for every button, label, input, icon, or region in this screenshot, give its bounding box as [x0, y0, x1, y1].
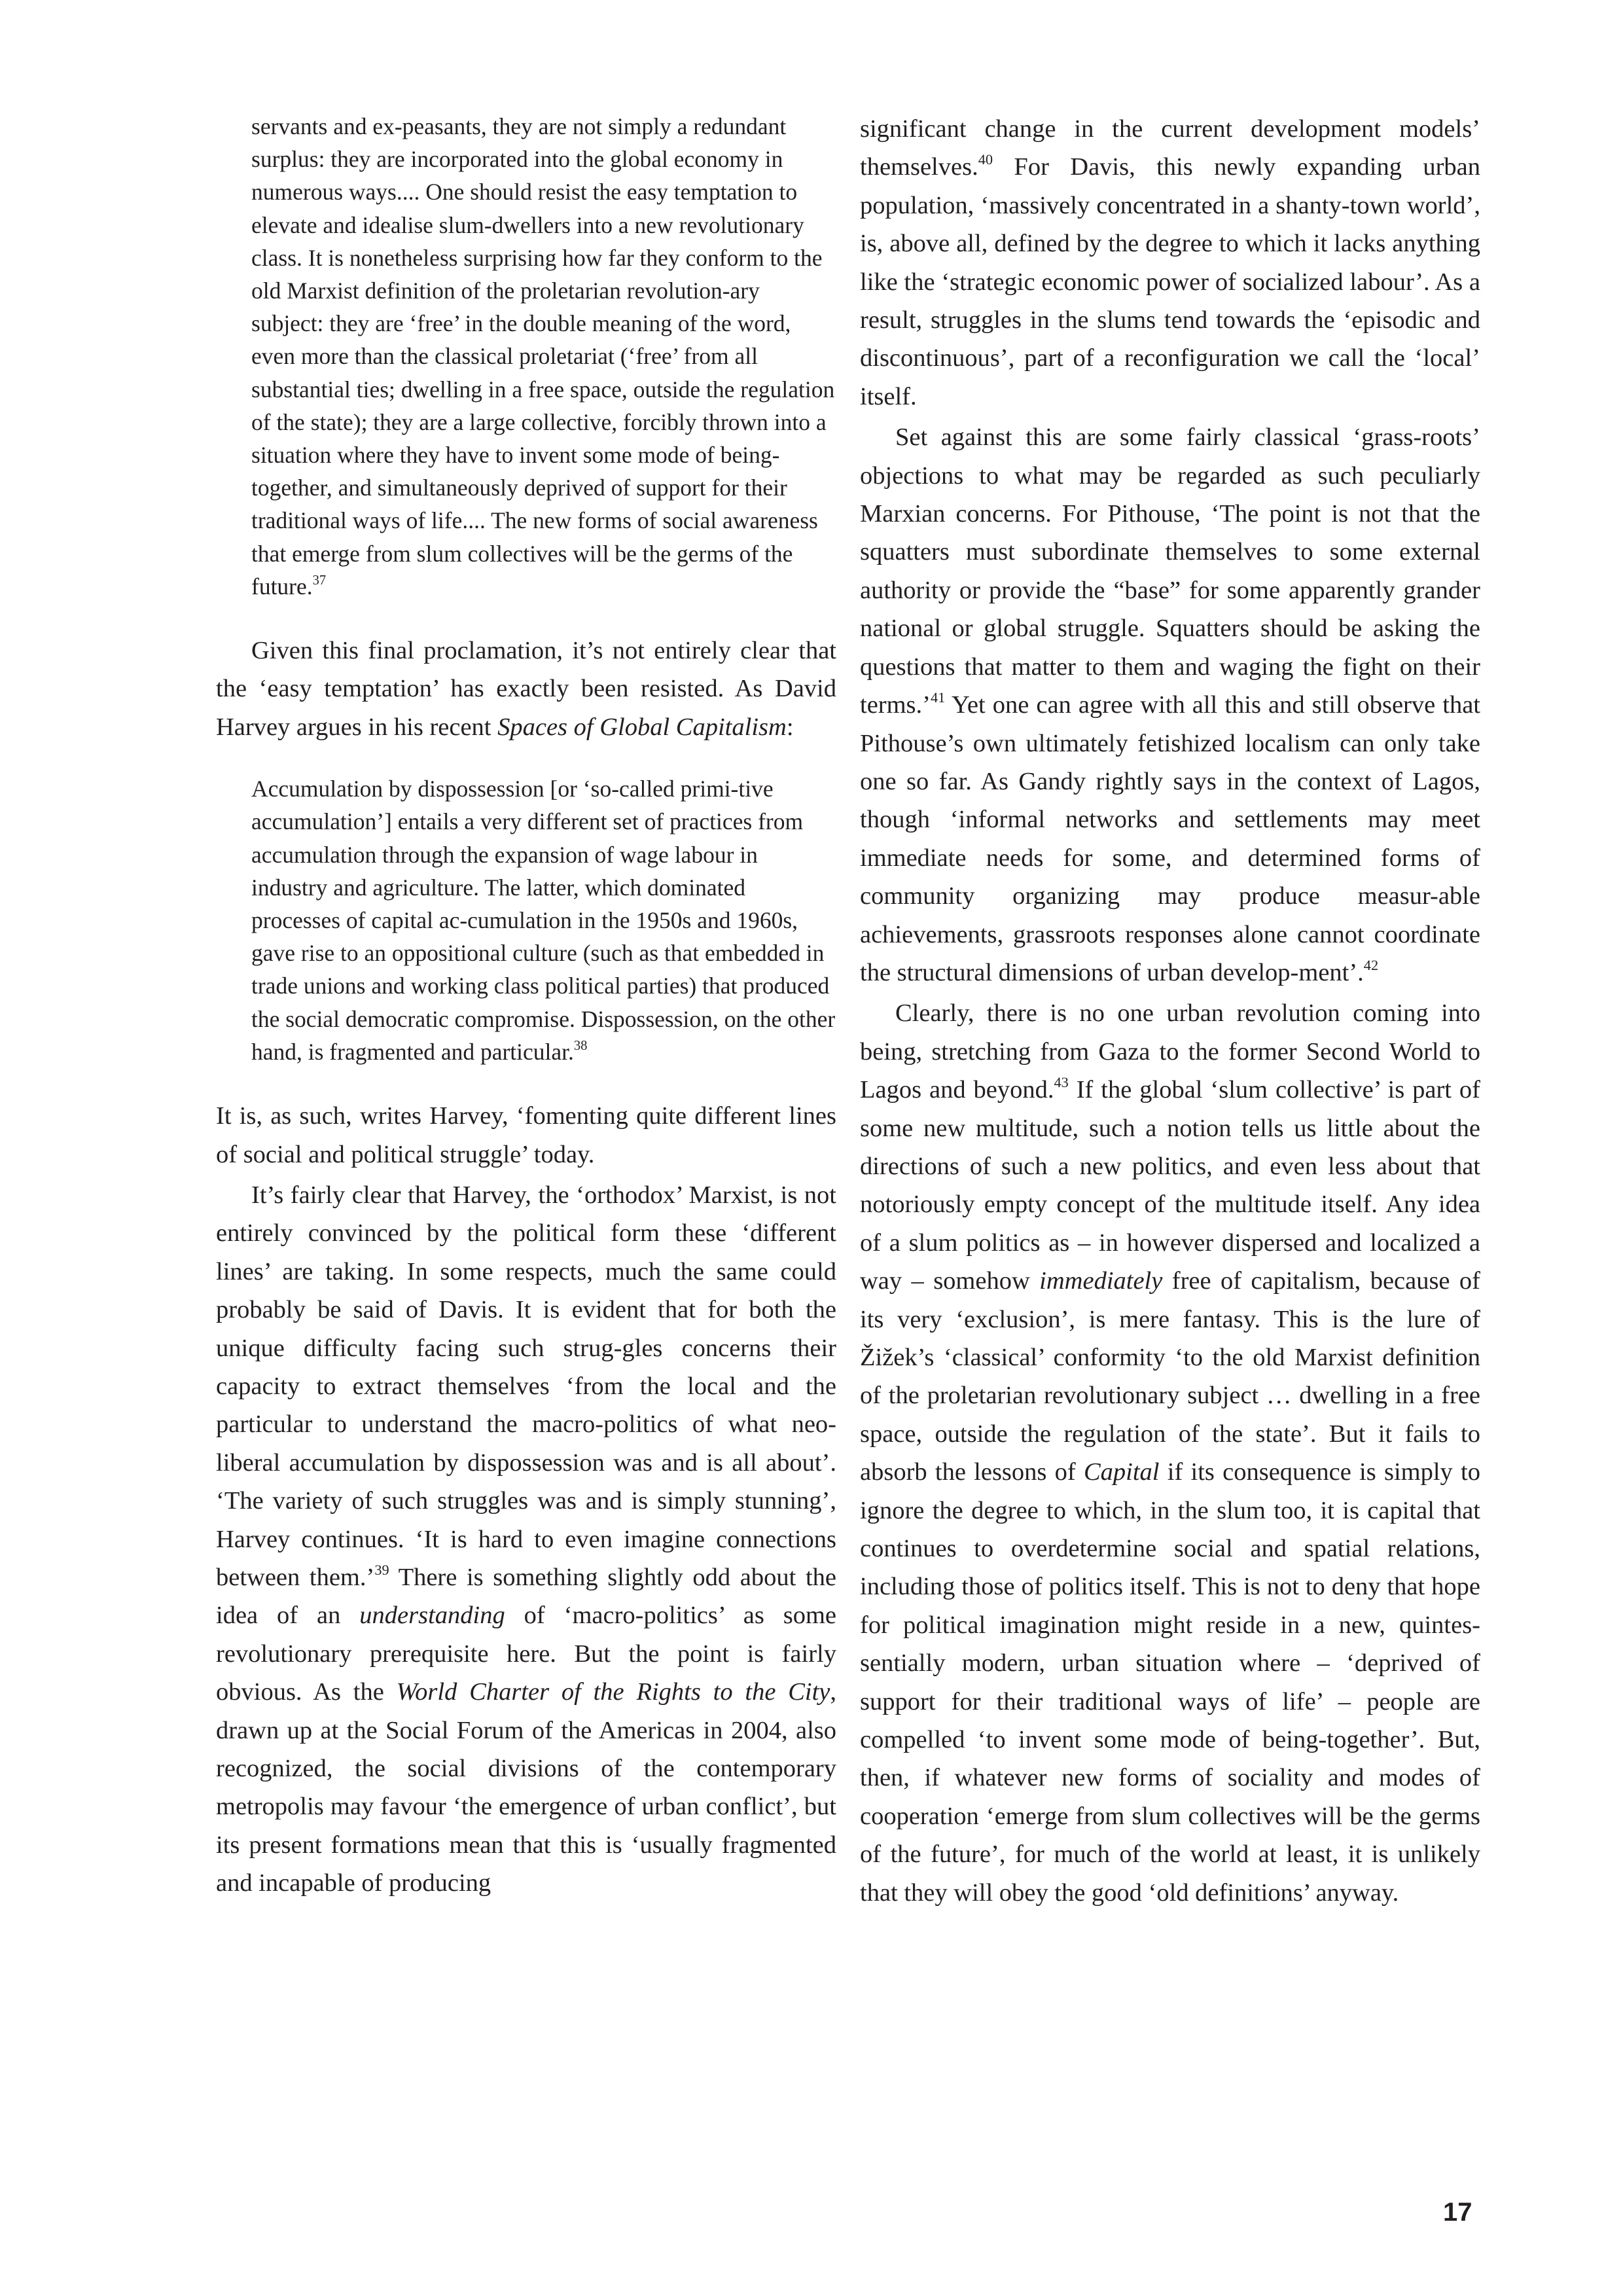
footnote-reference: 39 — [374, 1561, 389, 1578]
italic-title: immediately — [1039, 1267, 1163, 1295]
footnote-reference: 38 — [573, 1039, 588, 1054]
text-run: : — [786, 713, 794, 741]
footnote-reference: 42 — [1363, 956, 1379, 973]
text-run: of ‘macro-politics’ as some revolutionary prerequisite here. But the point is fairly obvious. As the — [216, 1602, 836, 1706]
paragraph-significant-change — [860, 110, 1480, 416]
paragraph-as-such-harvey — [216, 1097, 836, 1174]
right-column — [860, 110, 1480, 1912]
block-quote-zizek — [251, 110, 836, 603]
text-run: Given this final proclamation, it’s not entirely clear that the ‘easy temptation’ has exactly been resisted. As David Harvey argues in his recent — [216, 637, 836, 741]
text-run: if its consequence is simply to ignore the degree to which, in the slum too, it is capital that continues to overdetermine social and spatial relations, including those of politics itself. This is not to deny that hope for political imagination might reside in a new, quintes-sentially modern, urban situation where – ‘deprived of support for their traditional ways of life’ – people are compelled ‘to invent some mode of being-together’. But, then, if whatever new forms of sociality and modes of cooperation ‘emerge from slum collectives will be the germs of the future’, for much of the world at least, it is unlikely that they will obey the good ‘old definitions’ anyway. — [860, 1458, 1480, 1907]
footnote-reference: 41 — [930, 689, 946, 706]
left-column — [216, 110, 836, 1903]
footnote-reference: 43 — [1054, 1074, 1069, 1091]
italic-title: Capital — [1083, 1458, 1160, 1486]
text-run: It is, as such, writes Harvey, ‘fomenting quite different lines of social and political struggle’ today. — [216, 1102, 836, 1168]
text-run: For Davis, this newly expanding urban population, ‘massively concentrated in a shanty-town world’, is, above all, defined by the degree to which it lacks anything like the ‘strategic economic power of socialized labour’. As a result, struggles in the slums tend towards the ‘episodic and discontinuous’, part of a reconfiguration we call the ‘local’ itself. — [860, 153, 1480, 410]
text-run: significant change in the current development models’ themselves. — [860, 115, 1480, 181]
text-run: If the global ‘slum collective’ is part of some new multitude, such a notion tells us little about the directions of such a new politics, and even less about that notoriously empty concept of the multitude itself. Any idea of a slum politics as – in however dispersed and localized a way – somehow — [860, 1076, 1480, 1295]
footnote-reference: 40 — [978, 151, 993, 168]
italic-title: understanding — [359, 1602, 505, 1630]
text-run: free of capitalism, because of its very ‘exclusion’, is mere fantasy. This is the lure of Žižek’s ‘classical’ conformity ‘to the old Marxist definition of the proletarian revolutionary subject … dwelling in a free space, outside the regulation of the state’. But it fails to absorb the lessons of — [860, 1267, 1480, 1486]
block-quote-harvey — [251, 772, 836, 1068]
text-run: Clearly, there is no one urban revolution coming into being, stretching from Gaza to the former Second World to Lagos and beyond. — [860, 999, 1480, 1104]
footnote-reference: 37 — [312, 573, 327, 588]
text-run: servants and ex-peasants, they are not simply a redundant surplus: they are incorporated into the global economy in numerous ways.... One should resist the easy temptation to elevate and idealise slum-dwellers into a new revolutionary class. It is nonetheless surprising how far they conform to the old Marxist definition of the proletarian revolution-ary subject: they are ‘free’ in the double meaning of the word, even more than the classical proletariat (‘free’ from all substantial ties; dwelling in a free space, outside the regulation of the state); they are a large collective, forcibly thrown into a situation where they have to invent some mode of being-together, and simultaneously deprived of support for their traditional ways of life.... The new forms of social awareness that emerge from slum collectives will be the germs of the future. — [251, 113, 835, 600]
text-run: , drawn up at the Social Forum of the Americas in 2004, also recognized, the social divisions of the contemporary metropolis may favour ‘the emergence of urban conflict’, but its present formations mean that this is ‘usually fragmented and incapable of producing — [216, 1678, 836, 1897]
paragraph-given-this-proclamation — [216, 632, 836, 746]
paragraph-clearly — [860, 994, 1480, 1912]
paragraph-set-against — [860, 418, 1480, 992]
text-run: It’s fairly clear that Harvey, the ‘orthodox’ Marxist, is not entirely convinced by the political form these ‘different lines’ are taking. In some respects, much the same could probably be said of Davis. It is evident that for both the unique difficulty facing such strug-gles concerns their capacity to extract themselves ‘from the local and the particular to understand the macro-politics of what neo-liberal accumulation by dispossession was and is all about’. ‘The variety of such struggles was and is simply stunning’, Harvey continues. ‘It is hard to even imagine connections between them.’ — [216, 1181, 836, 1591]
italic-title: Spaces of Global Capitalism — [497, 713, 787, 741]
text-run: Set against this are some fairly classical ‘grass-roots’ objections to what may be regarded as such peculiarly Marxian concerns. For Pithouse, ‘The point is not that the squatters must subordinate themselves to some external authority or provide the “base” for some apparently grander national or global struggle. Squatters should be asking the questions that matter to them and waging the fight on their terms.’ — [860, 423, 1480, 719]
text-run: There is something slightly odd about the idea of an — [216, 1563, 836, 1630]
text-run: Accumulation by dispossession [or ‘so-called primi-tive accumulation’] entails a very different set of practices from accumulation through the expansion of wage labour in industry and agriculture. The latter, which dominated processes of capital ac-cumulation in the 1950s and 1960s, gave rise to an oppositional culture (such as that embedded in trade unions and working class political parties) that produced the social democratic compromise. Dispossession, on the other hand, is fragmented and particular. — [251, 776, 836, 1065]
text-run: Yet one can agree with all this and still observe that Pithouse’s own ultimately fetishized localism can only take one so far. As Gandy rightly says in the context of Lagos, though ‘informal networks and settlements may meet immediate needs for some, and determined forms of community organizing may produce measur-able achievements, grassroots responses alone cannot coordinate the structural dimensions of urban develop-ment’. — [860, 691, 1480, 986]
paragraph-fairly-clear — [216, 1176, 836, 1903]
page-number: 17 — [1443, 2198, 1472, 2227]
italic-title: World Charter of the Rights to the City — [396, 1678, 830, 1706]
